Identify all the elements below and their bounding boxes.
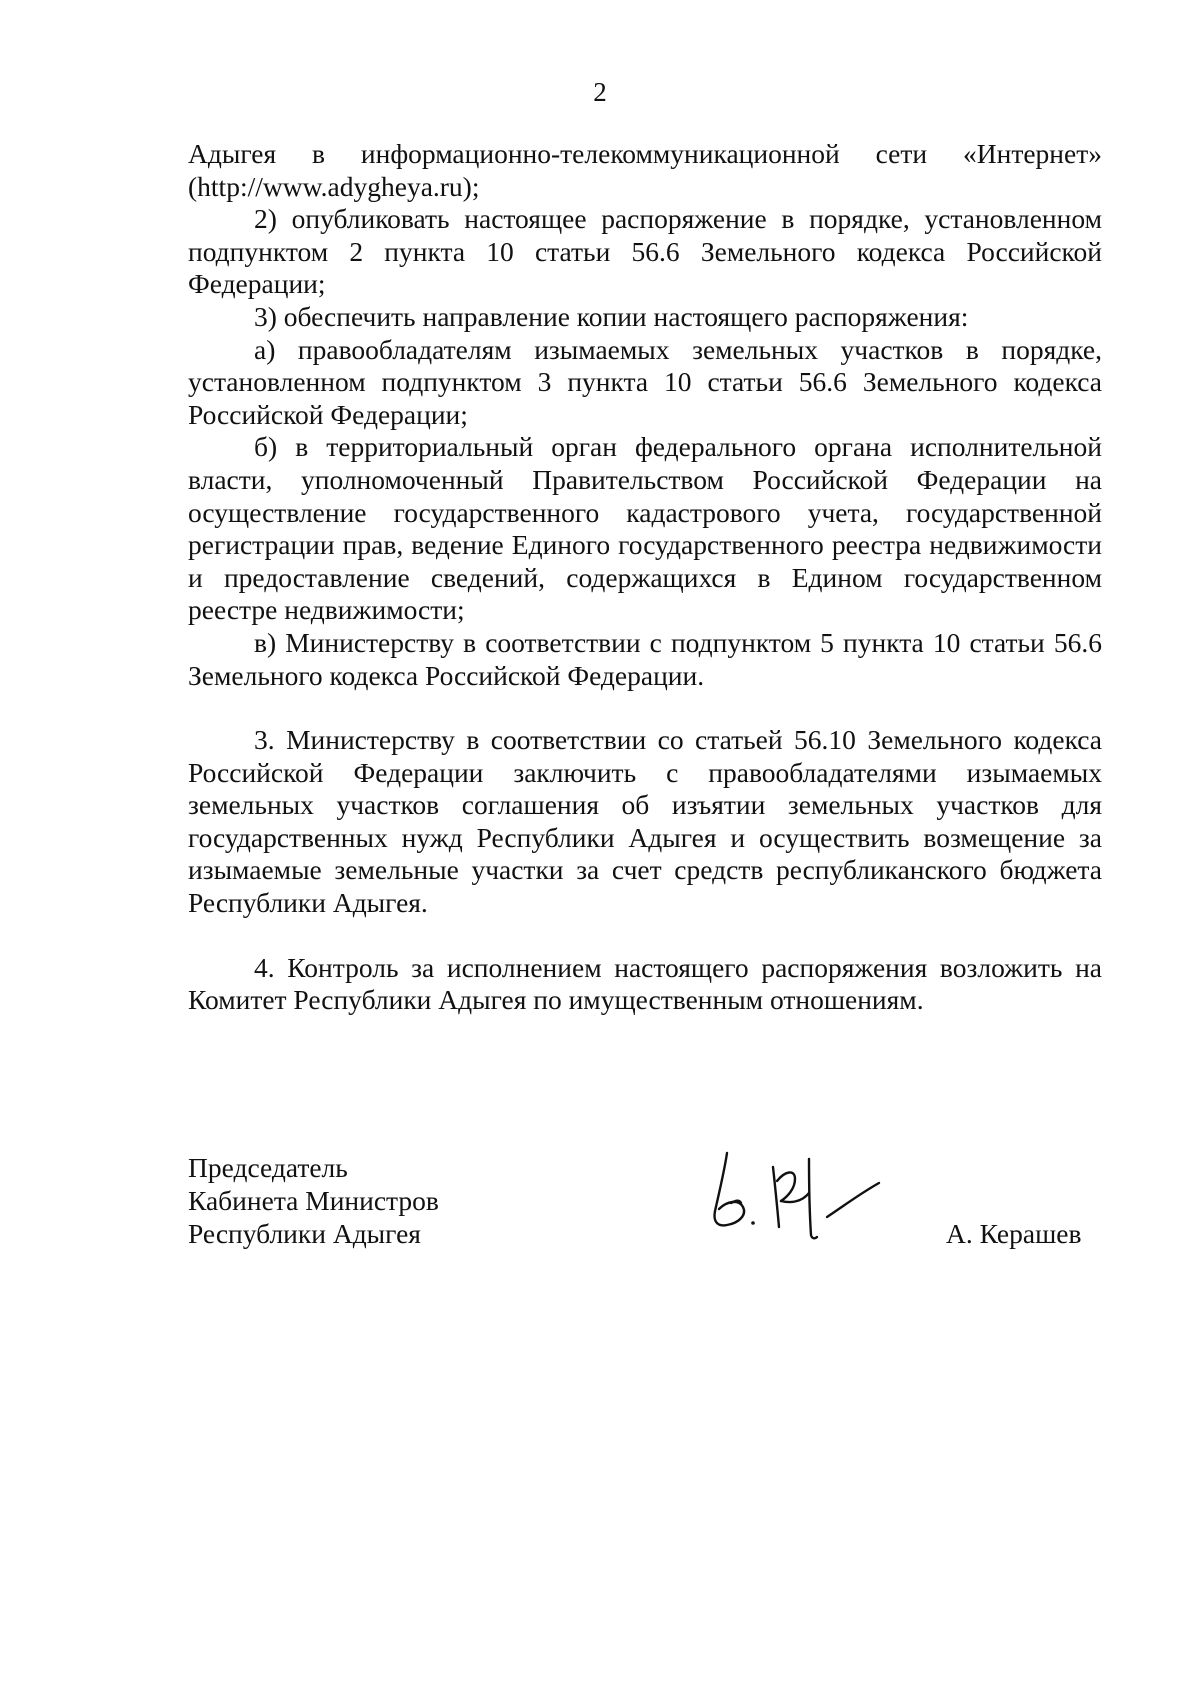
paragraph-section-3: 3. Министерству в соответствии со статьей 56.10 Земельного кодекса Российской Федерации заключить с правообладателями изымаемых земельных участков соглашения об изъятии земельных участков для государственных нужд Республики Адыгея и осуществить возмещение за изымаемые земельные участки за счет средств республиканского бюджета Республики Адыгея. [188,724,1102,919]
paragraph-item-3-copies: 3) обеспечить направление копии настоящего распоряжения: [254,300,969,332]
paragraph-item-2-publish: 2) опубликовать настоящее распоряжение в порядке, установленном подпунктом 2 пункта 10 статьи 56.6 Земельного кодекса Российской Федерации; [188,203,1102,300]
paragraph-subitem-a: а) правообладателям изымаемых земельных участков в порядке, установленном подпунктом 3 пункта 10 статьи 56.6 Земельного кодекса Российской Федерации; [188,333,1102,430]
signatory-name: А. Керашев [946,1218,1082,1249]
signatory-title-line: Республики Адыгея [188,1218,421,1249]
paragraph-subitem-v: в) Министерству в соответствии с подпунктом 5 пункта 10 статьи 56.6 Земельного кодекса Российской Федерации. [188,626,1102,691]
document-body [188,138,1102,1017]
signatory-title [188,1151,439,1250]
paragraph-subitem-b: б) в территориальный орган федерального органа исполнительной власти, уполномоченный Правительством Российской Федерации на осуществление государственного кадастрового учета, государственной регистрации прав, ведение Единого государственного реестра недвижимости и предоставление сведений, содержащихся в Едином государственном реестре недвижимости; [188,431,1102,626]
signatory-title-line: Председатель [188,1152,348,1183]
paragraph-publication-site: Адыгея в информационно-телекоммуникационной сети «Интернет» (http://www.adygheya.ru); [188,138,1102,202]
page-number: 2 [593,77,607,107]
paragraph-section-4: 4. Контроль за исполнением настоящего распоряжения возложить на Комитет Республики Адыгея по имущественным отношениям. [188,951,1102,1016]
signatory-title-line: Кабинета Министров [188,1185,439,1216]
handwritten-signature [705,1145,885,1240]
